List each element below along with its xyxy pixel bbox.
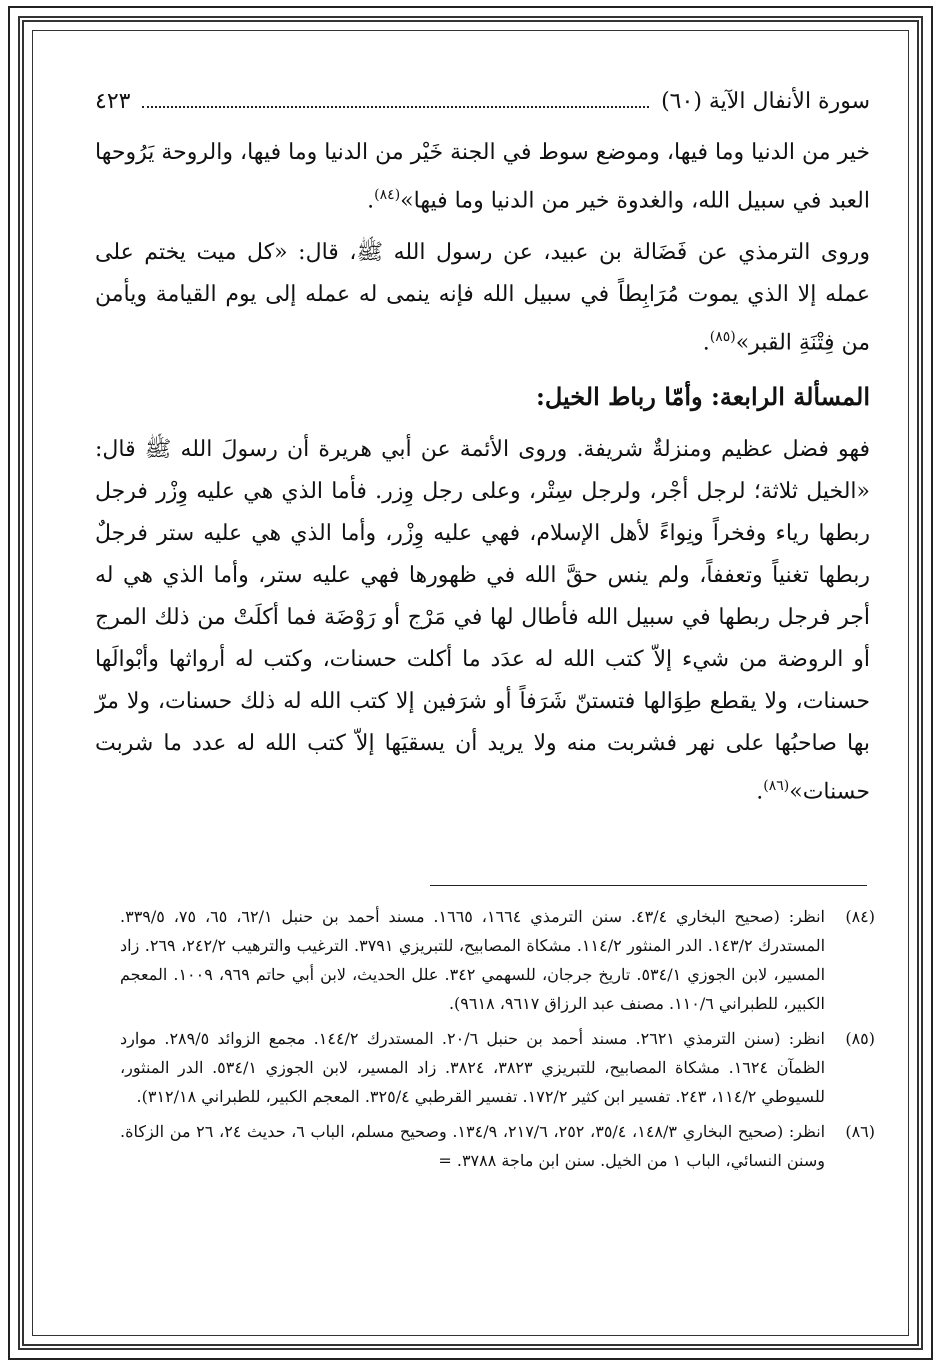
footnote-text: انظر: (سنن الترمذي ٢٦٢١. مسند أحمد بن حنبل ٢٠/٦. المستدرك ١٤٤/٢. مجمع الزوائد ٢٨٩/٥. موارد الظمآن ١٦٢٤. مشكاة المصابيح، للتبريزي ٣٨٢٣، ٣٨٢٤. زاد المسير، لابن الجوزي ٥٣٤/١. الدر المنثور، للسيوطي ١١٤/٢، ٢٤٣. تفسير ابن كثير ١٧٢/٢. تفسير القرطبي ٣٢٥/٤. المعجم الكبير، للطبراني ٣١٢/١٨). — [120, 1029, 826, 1106]
paragraph-2: وروى الترمذي عن فَضَالة بن عبيد، عن رسول الله ﷺ، قال: «كل ميت يختم على عمله إلا الذي يموت مُرَابِطاً في سبيل الله فإنه ينمى له عمله إلى يوم القيامة ويأمن من فِتْنَةِ القبر»$^{(٨٥)}$. — [95, 240, 870, 356]
footnote-86 — [120, 1117, 875, 1175]
paragraph-3-text: فهو فضل عظيم ومنزلةٌ شريفة. وروى الأئمة عن أبي هريرة أن رسولَ الله ﷺ قال: «الخيل ثلاثة؛ لرجل أجْر، ولرجل سِتْر، وعلى رجل وِزر. فأما الذي هي عليه وِزْر فرجل ربطها رياء وفخراً ونِواءً لأهل الإسلام، فهي عليه وِزْر، وأما الذي هي عليه ستر فرجلٌ ربطها تغنياً وتعففاً، ولم ينس حقَّ الله في ظهورها فهي عليه ستر، وأما الذي هي له أجر فرجل ربطها في سبيل الله فأطال لها في مَرْج أو رَوْضَة فما أكلَتْ من ذلك المرج أو الروضة من شيء إلاّ كتب الله له عدَد ما أكلت حسنات، وكتب له أرواثها وأبْوالَها حسنات، ولا يقطع طِوَالها فتستنّ شَرَفاً أو شرَفين إلا كتب الله له ذلك حسنات، ولا مرّ بها صاحبُها على نهر فشربت منه ولا يريد أن يسقيَها إلاّ كتب الله له عدد ما شربت حسنات» — [95, 436, 870, 804]
note-ref-85: (٨٥) — [709, 329, 736, 346]
footnote-text: انظر: (صحيح البخاري ١٤٨/٣، ٣٥/٤، ٢٥٢، ٢١٧/٦، ١٣٤/٩. وصحيح مسلم، الباب ٦، حديث ٢٤، ٢٦ من الزكاة. وسنن النسائي، الباب ١ من الخيل. سنن ابن ماجة ٣٧٨٨. = — [120, 1122, 826, 1170]
header-title: سورة الأنفال الآية (٦٠) — [661, 88, 870, 114]
footnote-separator — [430, 885, 867, 886]
note-ref-86: (٨٦) — [763, 777, 790, 794]
page-content — [95, 78, 870, 823]
paragraph-2-text: وروى الترمذي عن فَضَالة بن عبيد، عن رسول الله ﷺ، قال: «كل ميت يختم على عمله إلا الذي يموت مُرَابِطاً في سبيل الله فإنه ينمى له عمله إلى يوم القيامة ويأمن من فِتْنَةِ القبر» — [95, 240, 870, 356]
paragraph-3-end: . — [756, 778, 764, 804]
footnote-text: انظر: (صحيح البخاري ٤٣/٤. سنن الترمذي ١٦٦٤، ١٦٦٥. مسند أحمد بن حنبل ٦٢/١، ٦٥، ٧٥، ٣٣٩/٥. المستدرك ١٤٣/٢. الدر المنثور ١١٤/٢. مشكاة المصابيح، للتبريزي ٣٧٩١. الترغيب والترهيب ٢٤٢/٢، ٢٦٩. زاد المسير، لابن الجوزي ٥٣٤/١. تاريخ جرجان، للسهمي ٣٤٢. علل الحديث، لابن أبي حاتم ٩٦٩، ١٠٠٩. المعجم الكبير، للطبراني ١١٠/٦. مصنف عبد الرزاق ٩٦١٧، ٩٦١٨). — [120, 907, 826, 1013]
paragraph-3 — [95, 429, 870, 813]
footnote-number: (٨٤) — [845, 907, 875, 926]
footnote-number: (٨٥) — [845, 1029, 875, 1048]
paragraph-1-text: خير من الدنيا وما فيها، وموضع سوط في الجنة خَيْر من الدنيا وما فيها، والروحة يَرُوحها العبد في سبيل الله، والغدوة خير من الدنيا وما فيها» — [95, 140, 870, 214]
footnote-85 — [120, 1024, 875, 1111]
footnote-number: (٨٦) — [845, 1122, 875, 1141]
footnote-84 — [120, 902, 875, 1018]
footnotes — [120, 902, 875, 1181]
paragraph-1: خير من الدنيا وما فيها، وموضع سوط في الجنة خَيْر من الدنيا وما فيها، والروحة يَرُوحها العبد في سبيل الله، والغدوة خير من الدنيا وما فيها»$^{(٨٤)}$. — [95, 140, 870, 214]
section-heading: المسألة الرابعة: وأمّا رباط الخيل: — [535, 381, 870, 411]
page-number: ٤٢٣ — [95, 88, 131, 114]
note-ref-84: (٨٤) — [374, 187, 401, 203]
running-header — [95, 78, 870, 124]
header-leader-dots — [142, 94, 649, 108]
